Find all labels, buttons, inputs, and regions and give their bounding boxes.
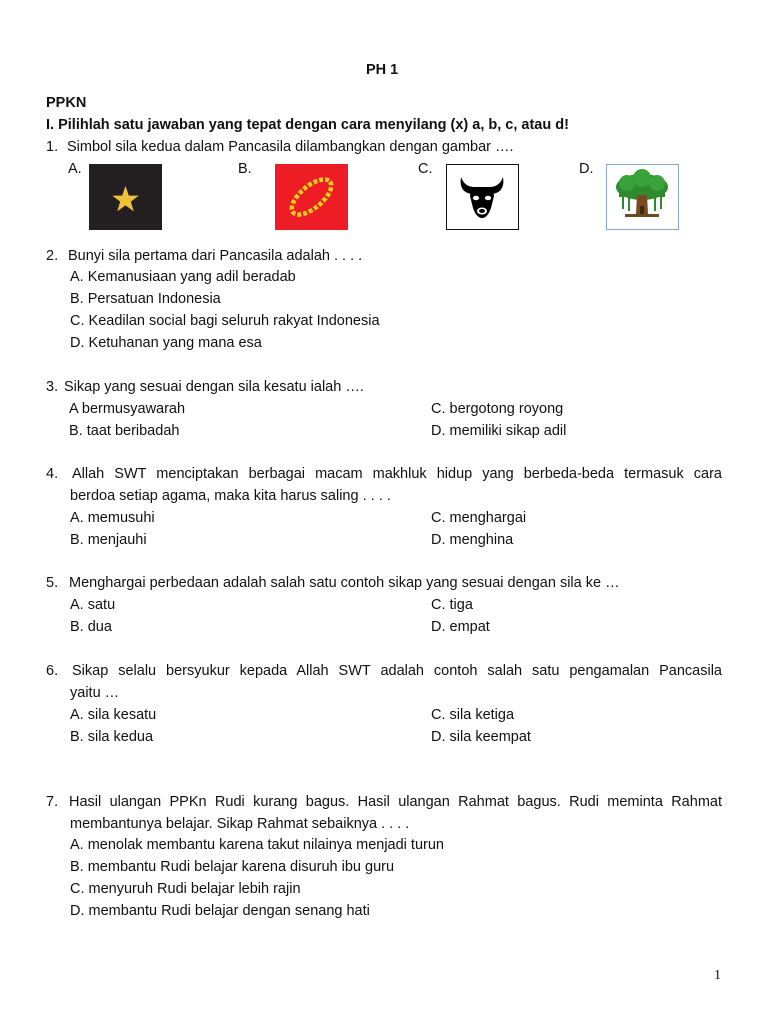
option-letter: C. [418, 161, 433, 177]
option-c[interactable]: C. Keadilan social bagi seluruh rakyat Indonesia [70, 313, 380, 329]
option-a[interactable]: A. menolak membantu karena takut nilainya menjadi turun [70, 837, 444, 853]
question-text: Menghargai perbedaan adalah salah satu contoh sikap yang sesuai dengan sila ke … [69, 575, 620, 591]
question-number: 4. [46, 466, 59, 482]
option-b[interactable]: B. sila kedua [70, 729, 154, 745]
page-number: 1 [714, 968, 721, 983]
question-number: 6. [46, 663, 59, 679]
question-text: Bunyi sila pertama dari Pancasila adalah . . . . [68, 248, 363, 264]
option-c[interactable]: C. menghargai [431, 510, 527, 526]
option-letter: B. [238, 161, 252, 177]
option-b-image [275, 164, 348, 230]
chain-icon [275, 164, 348, 230]
question-number: 1. [46, 139, 59, 155]
question-number: 2. [46, 248, 59, 264]
option-c[interactable]: C. bergotong royong [431, 401, 564, 417]
option-b[interactable]: B. dua [70, 619, 112, 635]
question-text: Simbol sila kedua dalam Pancasila dilambangkan dengan gambar …. [67, 139, 514, 155]
star-icon [89, 164, 162, 230]
question-number: 3. [46, 379, 59, 395]
option-d[interactable]: D. Ketuhanan yang mana esa [70, 335, 262, 351]
option-c[interactable]: C. tiga [431, 597, 473, 613]
option-a[interactable]: A bermusyawarah [69, 401, 186, 417]
question-text-line-1: Allah SWT menciptakan berbagai macam makhluk hidup yang berbeda-beda termasuk cara [72, 466, 722, 482]
bull-head-icon [447, 165, 517, 228]
option-d[interactable]: D. memiliki sikap adil [431, 423, 567, 439]
question-text-line-2: yaitu … [70, 685, 120, 701]
option-b[interactable]: B. menjauhi [70, 532, 147, 548]
banyan-tree-icon [607, 165, 677, 228]
question-number: 5. [46, 575, 59, 591]
option-c[interactable]: C. menyuruh Rudi belajar lebih rajin [70, 881, 301, 897]
question-text-line-2: membantunya belajar. Sikap Rahmat sebaiknya . . . . [70, 816, 410, 832]
page-title: PH 1 [366, 62, 399, 78]
option-d[interactable]: D. membantu Rudi belajar dengan senang hati [70, 903, 370, 919]
option-d[interactable]: D. empat [431, 619, 490, 635]
option-b[interactable]: B. taat beribadah [69, 423, 180, 439]
option-a[interactable]: A. memusuhi [70, 510, 155, 526]
option-a[interactable]: A. sila kesatu [70, 707, 157, 723]
question-text-line-1: Hasil ulangan PPKn Rudi kurang bagus. Hasil ulangan Rahmat bagus. Rudi meminta Rahmat [69, 794, 722, 810]
section-instruction: I. Pilihlah satu jawaban yang tepat dengan cara menyilang (x) a, b, c, atau d! [46, 117, 569, 133]
option-d-image [606, 164, 679, 230]
option-d[interactable]: D. menghina [431, 532, 514, 548]
subject-heading: PPKN [46, 95, 87, 111]
option-c[interactable]: C. sila ketiga [431, 707, 515, 723]
option-letter: A. [68, 161, 82, 177]
question-number: 7. [46, 794, 59, 810]
option-b[interactable]: B. Persatuan Indonesia [70, 291, 221, 307]
option-a-image [89, 164, 162, 230]
option-d[interactable]: D. sila keempat [431, 729, 531, 745]
question-text: Sikap yang sesuai dengan sila kesatu ialah …. [64, 379, 364, 395]
option-c-image [446, 164, 519, 230]
option-b[interactable]: B. membantu Rudi belajar karena disuruh ibu guru [70, 859, 395, 875]
option-a[interactable]: A. Kemanusiaan yang adil beradab [70, 269, 296, 285]
question-text-line-2: berdoa setiap agama, maka kita harus saling . . . . [70, 488, 391, 504]
question-text-line-1: Sikap selalu bersyukur kepada Allah SWT adalah contoh salah satu pengamalan Pancasila [72, 663, 722, 679]
option-letter: D. [579, 161, 594, 177]
option-a[interactable]: A. satu [70, 597, 116, 613]
